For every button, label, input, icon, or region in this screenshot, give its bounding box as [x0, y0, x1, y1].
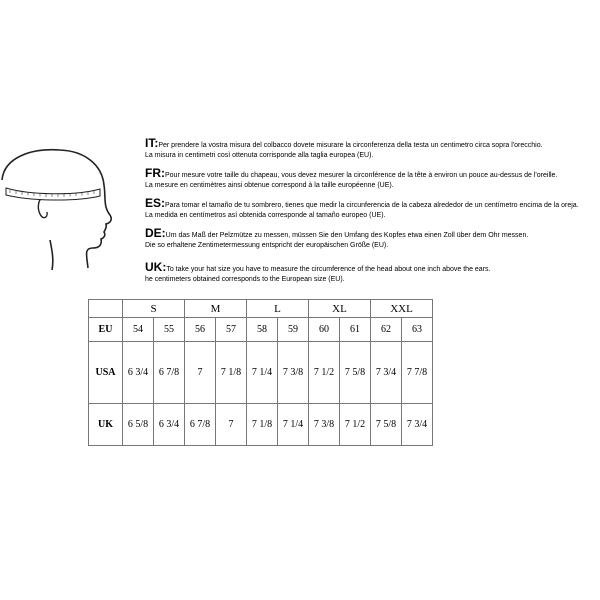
table-cell: 61: [340, 318, 371, 342]
table-cell: 59: [278, 318, 309, 342]
table-cell: 6 7/8: [185, 404, 216, 446]
table-cell: 7 1/2: [340, 404, 371, 446]
language-code: FR:: [145, 166, 165, 180]
instruction-line: La mesure en centimètres ainsi obtenue correspond à la taille européenne (UE).: [145, 182, 394, 189]
table-cell: 7 1/4: [247, 342, 278, 404]
table-cell: 62: [371, 318, 402, 342]
table-cell: 7 1/4: [278, 404, 309, 446]
instruction-line: Die so erhaltene Zentimetermessung entspricht der europäischen Größe (EU).: [145, 242, 389, 249]
instruction-line: La misura in centimetri così ottenuta corrisponde alla taglia europea (EU).: [145, 152, 374, 159]
row-label: UK: [89, 404, 123, 446]
head-measurement-illustration: [0, 140, 125, 275]
language-code: DE:: [145, 226, 166, 240]
size-header-row: [89, 300, 433, 318]
size-conversion-table: [88, 299, 433, 446]
table-row: [89, 404, 433, 446]
instruction-line: To take your hat size you have to measure the circumference of the head about one inch above the ears.: [166, 266, 491, 273]
table-cell: 6 3/4: [154, 404, 185, 446]
measuring-tape: [6, 188, 100, 200]
table-cell: 6 7/8: [154, 342, 185, 404]
table-cell: 55: [154, 318, 185, 342]
language-code: ES:: [145, 196, 166, 210]
table-cell: 7 1/8: [216, 342, 247, 404]
instruction-line: La medida en centímetros así obtenida corresponde al tamaño europeo (UE).: [145, 212, 386, 219]
table-cell: 7 5/8: [371, 404, 402, 446]
instructions-german: [145, 228, 595, 251]
size-header: S: [123, 300, 185, 318]
table-cell: 54: [123, 318, 154, 342]
instructions-spanish: [145, 198, 595, 221]
instructions-english: [145, 262, 595, 285]
table-cell: 6 5/8: [123, 404, 154, 446]
table-cell: 60: [309, 318, 340, 342]
instruction-line: Para tomar el tamaño de tu sombrero, tienes que medir la circunferencia de la cabeza alrededor de un centímetro encima de la oreja.: [165, 202, 579, 209]
table-row: [89, 342, 433, 404]
table-cell: 7 1/2: [309, 342, 340, 404]
language-code: IT:: [145, 136, 159, 150]
neck-back: [50, 240, 53, 270]
table-cell: 58: [247, 318, 278, 342]
table-cell: 7 1/8: [247, 404, 278, 446]
size-header: L: [247, 300, 309, 318]
size-header: M: [185, 300, 247, 318]
instruction-line: he centimeters obtained corresponds to the European size (EU).: [145, 276, 345, 283]
table-cell: 7 5/8: [340, 342, 371, 404]
table-row: [89, 318, 433, 342]
instruction-line: Um das Maß der Pelzmütze zu messen, müssen Sie den Umfang des Kopfes etwa einen Zoll über dem Ohr messen.: [165, 232, 529, 239]
instructions-italian: [145, 138, 595, 161]
table-cell: 57: [216, 318, 247, 342]
language-code: UK:: [145, 260, 167, 274]
instruction-line: Per prendere la vostra misura del colbacco dovete misurare la circonferenza della testa un centimetro circa sopra l'orecchio.: [158, 142, 543, 149]
table-cell: 56: [185, 318, 216, 342]
size-header: XL: [309, 300, 371, 318]
table-cell: 7 3/4: [402, 404, 433, 446]
table-cell: 7 7/8: [402, 342, 433, 404]
size-header: XXL: [371, 300, 433, 318]
instructions-french: [145, 168, 595, 191]
table-cell: 7 3/8: [309, 404, 340, 446]
table-corner: [89, 300, 123, 318]
table-cell: 7 3/8: [278, 342, 309, 404]
instruction-line: Pour mesure votre taille du chapeau, vous devez mesurer la circonférence de la tête à environ un pouce au-dessus de l'oreille.: [165, 172, 558, 179]
table-cell: 6 3/4: [123, 342, 154, 404]
table-cell: 7: [216, 404, 247, 446]
table-cell: 7 3/4: [371, 342, 402, 404]
row-label: USA: [89, 342, 123, 404]
head-outline: [2, 150, 111, 268]
table-cell: 63: [402, 318, 433, 342]
table-cell: 7: [185, 342, 216, 404]
row-label: EU: [89, 318, 123, 342]
